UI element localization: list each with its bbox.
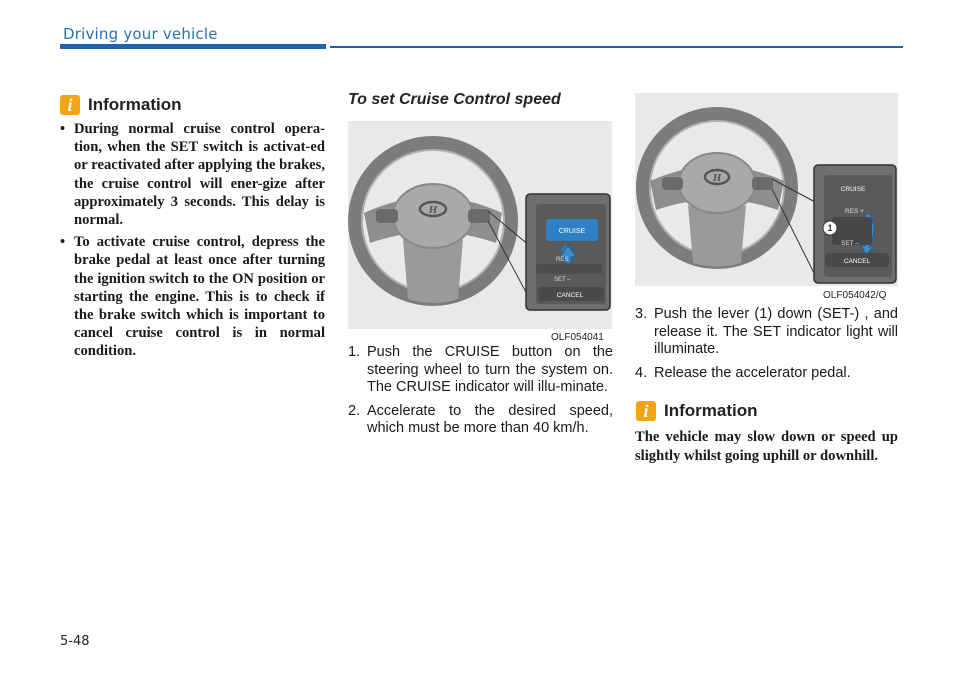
- set-label: SET –: [841, 240, 859, 247]
- left-info-heading: [60, 95, 182, 115]
- figure-code: OLF054042/Q: [823, 290, 887, 301]
- info-bullet: • During normal cruise control opera-tion, when the SET switch is activat-ed or reactivated after applying the brakes, the cruise control will ener-gize after approximately 3 seconds. This delay is normal.: [60, 120, 325, 229]
- res-label: RES +: [845, 208, 864, 215]
- steering-wheel-illustration: [635, 93, 898, 286]
- info-title: Information: [664, 401, 758, 420]
- header-rule-thin: [330, 46, 903, 48]
- info-icon: i: [636, 401, 656, 421]
- step-text: Release the accelerator pedal.: [654, 364, 851, 381]
- subsection-heading: To set Cruise Control speed: [348, 91, 561, 108]
- step-text: Push the CRUISE button on the steering wheel to turn the system on. The CRUISE indicator will illu-minate.: [367, 344, 613, 396]
- page-number: 5-48: [60, 634, 90, 649]
- steps-list-1: [348, 344, 613, 444]
- svg-text:H: H: [428, 204, 438, 216]
- step-number: 1.: [348, 344, 361, 360]
- res-label: RES: [556, 257, 569, 263]
- steering-wheel-figure-2: [635, 93, 898, 286]
- cancel-label: CANCEL: [843, 258, 871, 265]
- svg-text:H: H: [712, 172, 722, 184]
- step-text: Accelerate to the desired speed, which must be more than 40 km/h.: [367, 402, 613, 437]
- cruise-label: CRUISE: [840, 186, 866, 193]
- steering-wheel-illustration: [348, 121, 612, 329]
- step-number: 3.: [635, 306, 648, 322]
- figure-code: OLF054041: [551, 332, 604, 343]
- info-bullet-list: [60, 120, 325, 365]
- step-item: [635, 306, 898, 359]
- right-info-heading: [636, 401, 758, 421]
- section-title: Driving your vehicle: [63, 25, 218, 43]
- cruise-label: CRUISE: [558, 228, 586, 235]
- steps-list-2: [635, 306, 898, 388]
- cancel-label: CANCEL: [556, 292, 584, 299]
- step-number: 4.: [635, 364, 648, 381]
- step-text: Push the lever (1) down (SET-) , and release it. The SET indicator light will illuminate.: [654, 306, 898, 358]
- info-note: The vehicle may slow down or speed up slightly whilst going uphill or downhill.: [635, 429, 898, 464]
- step-item: [348, 403, 613, 438]
- step-item: [635, 365, 898, 383]
- callout-label: 1: [827, 223, 833, 233]
- step-number: 2.: [348, 402, 361, 419]
- set-label: SET –: [554, 277, 571, 283]
- info-bullet: • To activate cruise control, depress the brake pedal at least once after turning the ignition switch to the ON position or starting the engine. This is to check if the brake switch which is important to cancel cruise control is in normal condition.: [60, 233, 325, 360]
- info-icon: i: [60, 95, 80, 115]
- header-rule-thick: [60, 44, 326, 49]
- info-title: Information: [88, 95, 182, 114]
- steering-wheel-figure-1: [348, 121, 612, 329]
- step-item: [348, 344, 613, 397]
